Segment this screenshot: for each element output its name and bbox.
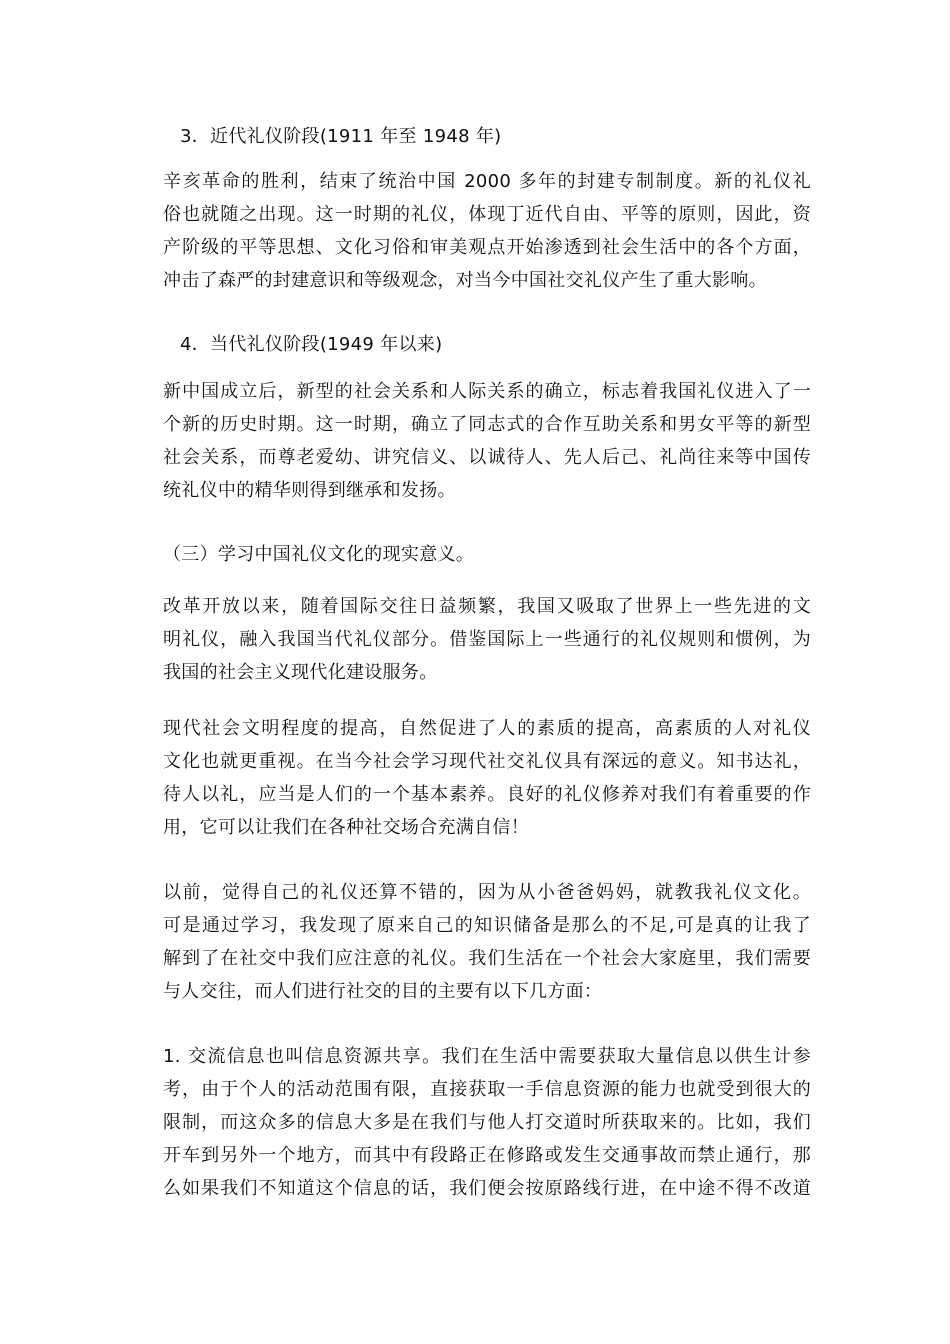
text-line: 俗也就随之出现。这一时期的礼仪，体现丁近代自由、平等的原则，因此，资 bbox=[163, 204, 811, 225]
text-line: 可是通过学习，我发现了原来自己的知识储备是那么的不足,可是真的让我了 bbox=[163, 915, 811, 936]
paragraph-personal-reflection bbox=[163, 876, 811, 1008]
paragraph-contemporary-etiquette bbox=[163, 375, 811, 507]
text-line: 改革开放以来，随着国际交往日益频繁，我国又吸取了世界上一些先进的文 bbox=[163, 596, 811, 617]
text-line: 文化也就更重视。在当今社会学习现代社交礼仪具有深远的意义。知书达礼， bbox=[163, 751, 811, 772]
paragraph-reform-opening bbox=[163, 590, 811, 689]
text-line: 现代社会文明程度的提高，自然促进了人的素质的提高，高素质的人对礼仪 bbox=[163, 718, 811, 739]
text-line: 考，由于个人的活动范围有限，直接获取一手信息资源的能力也就受到很大的 bbox=[163, 1079, 811, 1100]
text-line: 待人以礼，应当是人们的一个基本素养。良好的礼仪修养对我们有着重要的作 bbox=[163, 784, 811, 805]
text-line: 解到了在社交中我们应注意的礼仪。我们生活在一个社会大家庭里，我们需要 bbox=[163, 948, 811, 969]
text-line: 辛亥革命的胜利，结束了统治中国 2000 多年的封建专制制度。新的礼仪礼 bbox=[163, 171, 811, 192]
text-line: 统礼仪中的精华则得到继承和发扬。 bbox=[163, 480, 456, 501]
text-line: 限制，而这众多的信息大多是在我们与他人打交道时所获取来的。比如，我们 bbox=[163, 1112, 811, 1133]
text-line: 我国的社会主义现代化建设服务。 bbox=[163, 662, 438, 683]
text-line: 开车到另外一个地方，而其中有段路正在修路或发生交通事故而禁止通行，那 bbox=[163, 1145, 811, 1166]
text-line: 新中国成立后，新型的社会关系和人际关系的确立，标志着我国礼仪进入了一 bbox=[163, 381, 811, 402]
text-line: 么如果我们不知道这个信息的话，我们便会按原路线行进，在中途不得不改道 bbox=[163, 1178, 811, 1199]
text-line: 用，它可以让我们在各种社交场合充满自信！ bbox=[163, 817, 529, 838]
heading-modern-etiquette: 3．近代礼仪阶段(1911 年至 1948 年) bbox=[180, 126, 502, 147]
text-line: 社会关系，而尊老爱幼、讲究信义、以诚待人、先人后己、礼尚往来等中国传 bbox=[163, 447, 811, 468]
text-line: 1. 交流信息也叫信息资源共享。我们在生活中需要获取大量信息以供生计参 bbox=[163, 1046, 811, 1067]
text-line: 与人交往，而人们进行社交的目的主要有以下几方面： bbox=[163, 981, 603, 1002]
text-line: 产阶级的平等思想、文化习俗和审美观点开始渗透到社会生活中的各个方面， bbox=[163, 237, 811, 258]
text-line: 明礼仪，融入我国当代礼仪部分。借鉴国际上一些通行的礼仪规则和惯例，为 bbox=[163, 629, 811, 650]
text-line: 冲击了森严的封建意识和等级观念，对当今中国社交礼仪产生了重大影响。 bbox=[163, 270, 767, 291]
text-line: 个新的历史时期。这一时期，确立了同志式的合作互助关系和男女平等的新型 bbox=[163, 414, 811, 435]
paragraph-modern-society bbox=[163, 712, 811, 844]
text-line: 以前，觉得自己的礼仪还算不错的，因为从小爸爸妈妈，就教我礼仪文化。 bbox=[163, 882, 811, 903]
paragraph-modern-etiquette bbox=[163, 165, 811, 297]
section-title-practical-significance: （三）学习中国礼仪文化的现实意义。 bbox=[163, 544, 475, 565]
heading-contemporary-etiquette: 4．当代礼仪阶段(1949 年以来) bbox=[180, 334, 443, 355]
paragraph-information-exchange bbox=[163, 1040, 811, 1205]
